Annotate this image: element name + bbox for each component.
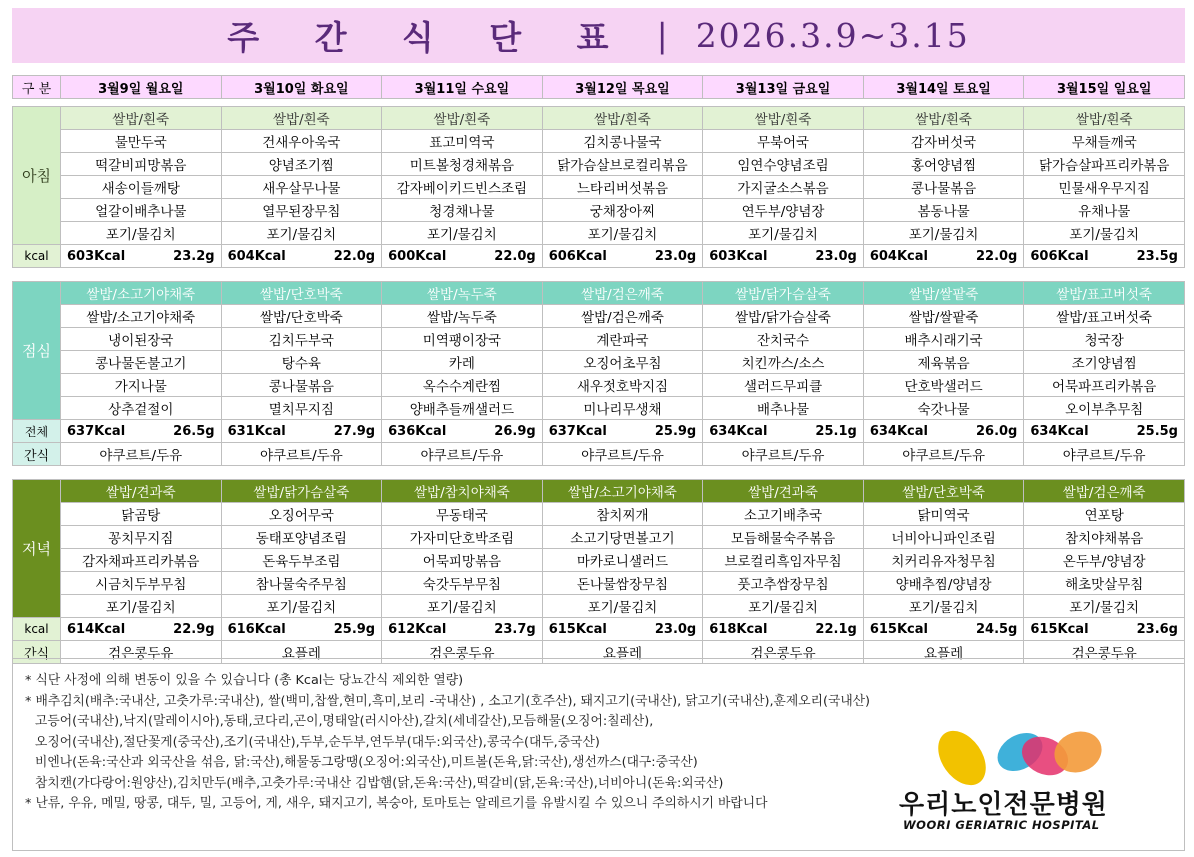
day-header: 3월14일 토요일	[863, 76, 1024, 99]
menu-item: 청경채나물	[382, 199, 543, 222]
menu-item: 어묵피망볶음	[382, 549, 543, 572]
spacer	[13, 268, 1185, 282]
menu-item: 참나물숙주무침	[221, 572, 382, 595]
table-row	[13, 222, 1185, 245]
snack-item: 검은콩두유	[382, 641, 543, 664]
dinner-snack-label: 간식	[13, 641, 61, 664]
protein: 23.0g	[654, 248, 697, 264]
menu-item: 연포탕	[1024, 503, 1185, 526]
title-main: 주 간 식 단 표	[227, 18, 631, 57]
menu-item: 포기/물김치	[61, 222, 222, 245]
calories: 634Kcal	[1030, 423, 1089, 439]
day-header: 3월10일 화요일	[221, 76, 382, 99]
menu-item: 표고미역국	[382, 130, 543, 153]
protein: 22.0g	[975, 248, 1018, 264]
table-row	[13, 443, 1185, 466]
menu-item: 건새우아욱국	[221, 130, 382, 153]
menu-item: 쌀밥/소고기야채죽	[61, 305, 222, 328]
main-dish: 쌀밥/흰죽	[1024, 107, 1185, 130]
menu-item: 치커리유자청무침	[863, 549, 1024, 572]
table-row	[13, 130, 1185, 153]
menu-item: 쌀밥/쌀팥죽	[863, 305, 1024, 328]
calories: 616Kcal	[227, 621, 286, 637]
menu-item: 제육볶음	[863, 351, 1024, 374]
protein: 24.5g	[975, 621, 1018, 637]
table-row	[13, 245, 1185, 268]
menu-item: 무채들깨국	[1024, 130, 1185, 153]
kcal-value	[863, 245, 1024, 268]
main-dish: 쌀밥/검은깨죽	[1024, 480, 1185, 503]
menu-item: 해초맛살무침	[1024, 572, 1185, 595]
snack-item: 야쿠르트/두유	[221, 443, 382, 466]
calories: 612Kcal	[388, 621, 447, 637]
main-dish: 쌀밥/닭가슴살죽	[703, 282, 864, 305]
menu-item: 쌀밥/검은깨죽	[542, 305, 703, 328]
menu-item: 가자미단호박조림	[382, 526, 543, 549]
menu-item: 돈육두부조림	[221, 549, 382, 572]
menu-item: 포기/물김치	[382, 595, 543, 618]
menu-item: 콩나물볶음	[863, 176, 1024, 199]
calories: 615Kcal	[1030, 621, 1089, 637]
menu-item: 소고기당면볼고기	[542, 526, 703, 549]
menu-item: 양배추들깨샐러드	[382, 397, 543, 420]
menu-item: 포기/물김치	[1024, 222, 1185, 245]
kcal-value	[542, 420, 703, 443]
table-row	[13, 466, 1185, 480]
kcal-value	[542, 618, 703, 641]
menu-item: 멸치무지짐	[221, 397, 382, 420]
menu-item: 미나리무생채	[542, 397, 703, 420]
menu-item: 양배추찜/양념장	[863, 572, 1024, 595]
menu-item: 닭곰탕	[61, 503, 222, 526]
note-line: * 난류, 우유, 메밀, 땅콩, 대두, 밀, 고등어, 게, 새우, 돼지고기, 복숭아, 토마토는 알레르기를 유발시킬 수 있으니 주의하시기 바랍니다	[25, 796, 768, 811]
menu-item: 배추나물	[703, 397, 864, 420]
kcal-value	[703, 245, 864, 268]
menu-item: 모듬해물숙주볶음	[703, 526, 864, 549]
protein: 22.9g	[173, 621, 215, 637]
kcal-value	[382, 420, 543, 443]
lunch-snack-label: 간식	[13, 443, 61, 466]
table-row	[13, 268, 1185, 282]
menu-item: 냉이된장국	[61, 328, 222, 351]
calories: 634Kcal	[869, 423, 928, 439]
table-row	[13, 99, 1185, 107]
protein: 25.9g	[333, 621, 376, 637]
protein: 25.1g	[815, 423, 857, 439]
calories: 606Kcal	[1030, 248, 1089, 264]
main-dish: 쌀밥/참치야채죽	[382, 480, 543, 503]
kcal-value	[61, 420, 222, 443]
menu-item: 가지나물	[61, 374, 222, 397]
menu-item: 새우살무나물	[221, 176, 382, 199]
menu-item: 숙갓나물	[863, 397, 1024, 420]
menu-item: 소고기배추국	[703, 503, 864, 526]
calories: 637Kcal	[548, 423, 607, 439]
menu-item: 닭가슴살브로컬리볶음	[542, 153, 703, 176]
table-row	[13, 526, 1185, 549]
menu-item: 열무된장무침	[221, 199, 382, 222]
table-row	[13, 420, 1185, 443]
lunch-label: 점심	[13, 282, 61, 420]
protein: 23.6g	[1136, 621, 1178, 637]
protein: 22.0g	[494, 248, 536, 264]
protein: 25.5g	[1136, 423, 1178, 439]
protein: 22.1g	[815, 621, 857, 637]
calories: 615Kcal	[869, 621, 928, 637]
menu-item: 얼갈이배추나물	[61, 199, 222, 222]
menu-item: 온두부/양념장	[1024, 549, 1185, 572]
menu-item: 단호박샐러드	[863, 374, 1024, 397]
main-dish: 쌀밥/소고기야채죽	[542, 480, 703, 503]
kcal-value	[703, 618, 864, 641]
table-row	[13, 107, 1185, 130]
menu-item: 감자버섯국	[863, 130, 1024, 153]
menu-item: 어묵파프리카볶음	[1024, 374, 1185, 397]
kcal-value	[221, 245, 382, 268]
main-dish: 쌀밥/표고버섯죽	[1024, 282, 1185, 305]
menu-item: 마카로니샐러드	[542, 549, 703, 572]
kcal-value	[1024, 420, 1185, 443]
title-separator: |	[656, 16, 670, 55]
calories: 634Kcal	[709, 423, 768, 439]
hospital-name: 우리노인전문병원	[899, 790, 1108, 820]
kcal-value	[1024, 618, 1185, 641]
main-dish: 쌀밥/단호박죽	[221, 282, 382, 305]
calories: 603Kcal	[709, 248, 768, 264]
table-row	[13, 199, 1185, 222]
table-row	[13, 176, 1185, 199]
snack-item: 야쿠르트/두유	[61, 443, 222, 466]
day-header: 3월12일 목요일	[542, 76, 703, 99]
table-row	[13, 549, 1185, 572]
menu-item: 배추시래기국	[863, 328, 1024, 351]
day-header: 3월11일 수요일	[382, 76, 543, 99]
table-row	[13, 305, 1185, 328]
menu-item: 쌀밥/단호박죽	[221, 305, 382, 328]
main-dish: 쌀밥/녹두죽	[382, 282, 543, 305]
note-line: 고등어(국내산),낙지(말레이시아),동태,코다리,곤이,명태알(러시아산),갈치(세네갈산),모듬해물(오징어:칠레산),	[35, 714, 654, 729]
calories: 614Kcal	[67, 621, 126, 637]
menu-item: 가지굴소스볶음	[703, 176, 864, 199]
menu-item: 동태포양념조림	[221, 526, 382, 549]
menu-item: 샐러드무피클	[703, 374, 864, 397]
snack-item: 야쿠르트/두유	[703, 443, 864, 466]
menu-item: 포기/물김치	[703, 595, 864, 618]
snack-item: 요플레	[863, 641, 1024, 664]
menu-item: 조기양념찜	[1024, 351, 1185, 374]
table-row	[13, 503, 1185, 526]
calories: 606Kcal	[548, 248, 607, 264]
menu-item: 홍어양념찜	[863, 153, 1024, 176]
menu-item: 봄동나물	[863, 199, 1024, 222]
main-dish: 쌀밥/견과죽	[703, 480, 864, 503]
main-dish: 쌀밥/소고기야채죽	[61, 282, 222, 305]
menu-item: 무동태국	[382, 503, 543, 526]
table-row	[13, 397, 1185, 420]
table-row	[13, 618, 1185, 641]
menu-item: 물만두국	[61, 130, 222, 153]
day-header: 3월13일 금요일	[703, 76, 864, 99]
menu-item: 감자베이키드빈스조림	[382, 176, 543, 199]
kcal-value	[542, 245, 703, 268]
protein: 23.7g	[494, 621, 536, 637]
spacer	[13, 99, 1185, 107]
menu-item: 양념조기찜	[221, 153, 382, 176]
table-row	[13, 328, 1185, 351]
menu-item: 새송이들깨탕	[61, 176, 222, 199]
calories: 618Kcal	[709, 621, 768, 637]
menu-item: 콩나물돈불고기	[61, 351, 222, 374]
menu-item: 쌀밥/표고버섯죽	[1024, 305, 1185, 328]
protein: 26.0g	[975, 423, 1018, 439]
calories: 604Kcal	[227, 248, 286, 264]
main-dish: 쌀밥/흰죽	[221, 107, 382, 130]
menu-item: 포기/물김치	[61, 595, 222, 618]
snack-item: 야쿠르트/두유	[382, 443, 543, 466]
page-title	[12, 8, 1185, 63]
menu-item: 포기/물김치	[703, 222, 864, 245]
calories: 604Kcal	[869, 248, 928, 264]
menu-item: 계란파국	[542, 328, 703, 351]
snack-item: 야쿠르트/두유	[1024, 443, 1185, 466]
menu-item: 너비아니파인조림	[863, 526, 1024, 549]
calories: 603Kcal	[67, 248, 126, 264]
main-dish: 쌀밥/검은깨죽	[542, 282, 703, 305]
calories: 631Kcal	[227, 423, 286, 439]
main-dish: 쌀밥/단호박죽	[863, 480, 1024, 503]
menu-item: 참치야채볶음	[1024, 526, 1185, 549]
kcal-value	[61, 245, 222, 268]
calories: 637Kcal	[67, 423, 126, 439]
menu-item: 시금치두부무침	[61, 572, 222, 595]
calories: 600Kcal	[388, 248, 447, 264]
menu-item: 숙갓두부무침	[382, 572, 543, 595]
menu-item: 감자채파프리카볶음	[61, 549, 222, 572]
menu-item: 미트볼청경채볶음	[382, 153, 543, 176]
menu-item: 궁채장아찌	[542, 199, 703, 222]
menu-item: 옥수수계란찜	[382, 374, 543, 397]
menu-item: 돈나물쌈장무침	[542, 572, 703, 595]
breakfast-label: 아침	[13, 107, 61, 245]
protein: 23.2g	[173, 248, 215, 264]
snack-item: 검은콩두유	[1024, 641, 1185, 664]
main-dish: 쌀밥/흰죽	[703, 107, 864, 130]
table-row	[13, 282, 1185, 305]
dinner-label: 저녁	[13, 480, 61, 618]
menu-item: 청국장	[1024, 328, 1185, 351]
menu-item: 잔치국수	[703, 328, 864, 351]
menu-item: 닭미역국	[863, 503, 1024, 526]
menu-item: 느타리버섯볶음	[542, 176, 703, 199]
table-row	[13, 76, 1185, 99]
title-date-range: 2026.3.9~3.15	[695, 16, 970, 55]
menu-item: 포기/물김치	[542, 595, 703, 618]
menu-item: 유채나물	[1024, 199, 1185, 222]
hospital-name-english: WOORI GERIATRIC HOSPITAL	[903, 818, 1100, 832]
menu-item: 포기/물김치	[863, 222, 1024, 245]
snack-item: 야쿠르트/두유	[542, 443, 703, 466]
protein: 23.0g	[815, 248, 857, 264]
menu-item: 민물새우무지짐	[1024, 176, 1185, 199]
menu-item: 카레	[382, 351, 543, 374]
menu-item: 쌀밥/녹두죽	[382, 305, 543, 328]
menu-item: 콩나물볶음	[221, 374, 382, 397]
main-dish: 쌀밥/견과죽	[61, 480, 222, 503]
protein: 22.0g	[333, 248, 376, 264]
kcal-value	[61, 618, 222, 641]
weekly-menu-table	[12, 75, 1185, 664]
table-row	[13, 351, 1185, 374]
kcal-value	[703, 420, 864, 443]
kcal-value	[382, 618, 543, 641]
menu-item: 김치콩나물국	[542, 130, 703, 153]
protein: 25.9g	[654, 423, 697, 439]
table-row	[13, 374, 1185, 397]
header-label: 구 분	[13, 76, 61, 99]
snack-item: 요플레	[221, 641, 382, 664]
menu-item: 무북어국	[703, 130, 864, 153]
spacer	[13, 466, 1185, 480]
protein: 26.5g	[173, 423, 215, 439]
protein: 23.0g	[654, 621, 697, 637]
kcal-value	[382, 245, 543, 268]
menu-item: 포기/물김치	[382, 222, 543, 245]
table-row	[13, 480, 1185, 503]
note-line: 비엔나(돈육:국산과 외국산을 섞음, 닭:국산),해물동그랑땡(오징어:외국산),미트볼(돈육,닭:국산),생선까스(대구:중국산)	[35, 755, 698, 770]
dinner-kcal-label: kcal	[13, 618, 61, 641]
menu-item: 상추겉절이	[61, 397, 222, 420]
menu-item: 떡갈비피망볶음	[61, 153, 222, 176]
menu-item: 새우젓호박지짐	[542, 374, 703, 397]
menu-item: 브로컬리흑임자무침	[703, 549, 864, 572]
menu-item: 김치두부국	[221, 328, 382, 351]
protein: 27.9g	[333, 423, 376, 439]
menu-item: 닭가슴살파프리카볶음	[1024, 153, 1185, 176]
kcal-value	[221, 420, 382, 443]
protein: 26.9g	[494, 423, 536, 439]
snack-item: 검은콩두유	[703, 641, 864, 664]
menu-item: 꽁치무지짐	[61, 526, 222, 549]
menu-item: 포기/물김치	[1024, 595, 1185, 618]
day-header: 3월15일 일요일	[1024, 76, 1185, 99]
main-dish: 쌀밥/쌀팥죽	[863, 282, 1024, 305]
menu-item: 오징어무국	[221, 503, 382, 526]
kcal-value	[863, 420, 1024, 443]
menu-item: 풋고추쌈장무침	[703, 572, 864, 595]
snack-item: 야쿠르트/두유	[863, 443, 1024, 466]
calories: 636Kcal	[388, 423, 447, 439]
table-row	[13, 595, 1185, 618]
note-line: * 배추김치(배추:국내산, 고춧가루:국내산), 쌀(백미,찹쌀,현미,흑미,보리 -국내산) , 소고기(호주산), 돼지고기(국내산), 닭고기(국내산),훈제오리(국내산)	[25, 693, 871, 709]
note-line: * 식단 사정에 의해 변동이 있을 수 있습니다 (총 Kcal는 당뇨간식 제외한 열량)	[25, 673, 464, 688]
breakfast-kcal-label: kcal	[13, 245, 61, 268]
calories: 615Kcal	[548, 621, 607, 637]
main-dish: 쌀밥/흰죽	[61, 107, 222, 130]
main-dish: 쌀밥/흰죽	[863, 107, 1024, 130]
menu-item: 쌀밥/닭가슴살죽	[703, 305, 864, 328]
table-row	[13, 572, 1185, 595]
menu-item: 포기/물김치	[221, 595, 382, 618]
menu-item: 치킨까스/소스	[703, 351, 864, 374]
main-dish: 쌀밥/흰죽	[382, 107, 543, 130]
menu-item: 포기/물김치	[221, 222, 382, 245]
menu-item: 미역팽이장국	[382, 328, 543, 351]
table-row	[13, 153, 1185, 176]
menu-item: 임연수양념조림	[703, 153, 864, 176]
kcal-value	[863, 618, 1024, 641]
menu-item: 참치찌개	[542, 503, 703, 526]
main-dish: 쌀밥/닭가슴살죽	[221, 480, 382, 503]
snack-item: 요플레	[542, 641, 703, 664]
kcal-value	[221, 618, 382, 641]
menu-item: 포기/물김치	[542, 222, 703, 245]
menu-item: 연두부/양념장	[703, 199, 864, 222]
main-dish: 쌀밥/흰죽	[542, 107, 703, 130]
snack-item: 검은콩두유	[61, 641, 222, 664]
menu-item: 오징어초무침	[542, 351, 703, 374]
menu-item: 포기/물김치	[863, 595, 1024, 618]
protein: 23.5g	[1136, 248, 1178, 264]
day-header: 3월9일 월요일	[61, 76, 222, 99]
kcal-value	[1024, 245, 1185, 268]
lunch-kcal-label: 전체	[13, 420, 61, 443]
note-line: 참치캔(가다랑어:원양산),김치만두(배추,고춧가루:국내산 김밥햄(닭,돈육:국산),떡갈비(닭,돈육:국산),너비아니(돈육:외국산)	[35, 775, 724, 791]
note-line: 오징어(국내산),절단꽃게(중국산),조기(국내산),두부,순두부,연두부(대두:외국산),콩국수(대두,중국산)	[35, 734, 600, 750]
menu-item: 오이부추무침	[1024, 397, 1185, 420]
menu-item: 탕수육	[221, 351, 382, 374]
